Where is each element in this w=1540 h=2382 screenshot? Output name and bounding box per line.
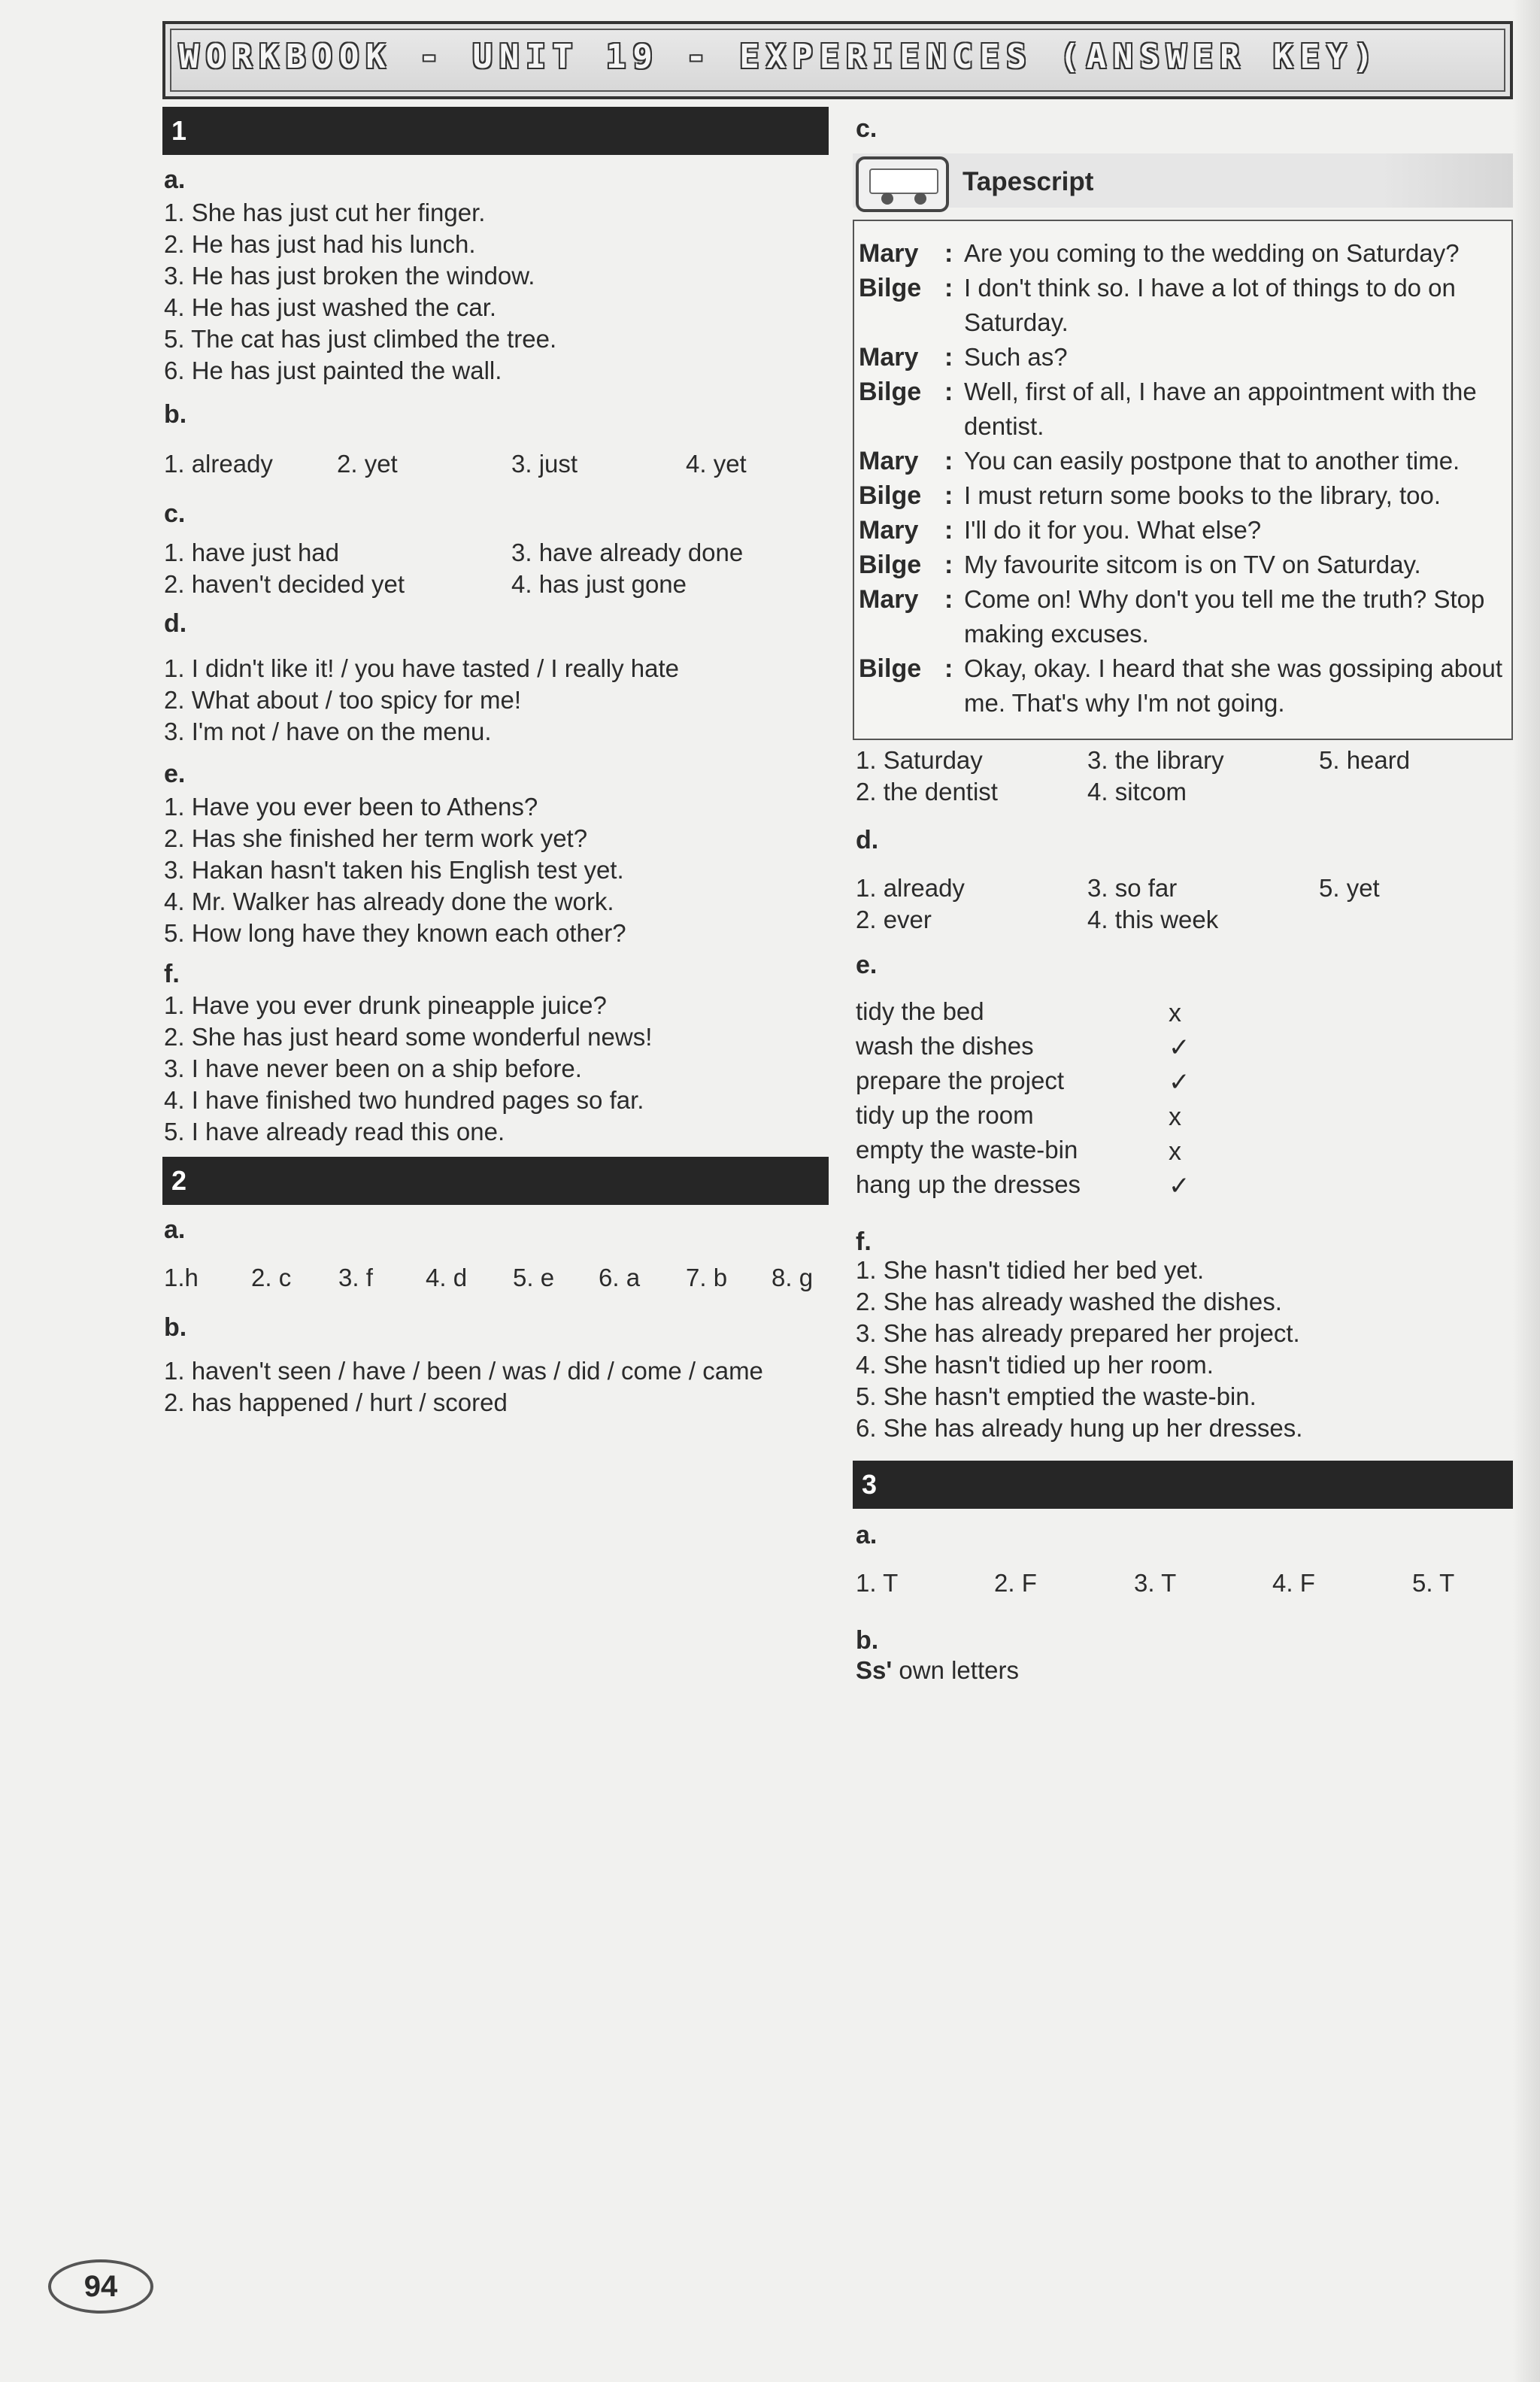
s1-b-item: 4. yet [686, 450, 747, 478]
s1-c-item: 2. haven't decided yet [164, 570, 405, 598]
r-e-mark: ✓ [1169, 1068, 1190, 1097]
s2-a-item: 7. b [686, 1264, 728, 1291]
dialog-line: Come on! Why don't you tell me the truth? Stop making excuses. [964, 585, 1485, 648]
s2-a-item: 5. e [513, 1264, 555, 1291]
r-d-item: 4. this week [1087, 906, 1219, 933]
r-d-item: 1. already [856, 874, 965, 902]
dialog-speaker: Mary [859, 447, 919, 475]
s2-a-label: a. [164, 1215, 186, 1244]
r-e-task: empty the waste-bin [856, 1136, 1078, 1164]
s2-a-item: 1.h [164, 1264, 199, 1291]
dialog-speaker: Bilge [859, 481, 922, 510]
s1-a-label: a. [164, 165, 186, 194]
dialog-speaker: Mary [859, 239, 919, 268]
dialog-line: I don't think so. I have a lot of things to do on Saturday. [964, 274, 1456, 336]
s3-a-item: 2. F [994, 1569, 1037, 1597]
dialog-line: Such as? [964, 343, 1068, 371]
s1-d-item: 3. I'm not / have on the menu. [164, 718, 492, 745]
r-f-item: 4. She hasn't tidied up her room. [856, 1351, 1214, 1379]
r-d-item: 3. so far [1087, 874, 1178, 902]
section-1-bar: 1 [162, 107, 829, 155]
page-title: WORKBOOK - UNIT 19 - EXPERIENCES (ANSWER KEY) [179, 38, 1381, 76]
s1-b-item: 2. yet [337, 450, 398, 478]
r-f-item: 6. She has already hung up her dresses. [856, 1414, 1303, 1442]
r-e-mark: x [1169, 1103, 1181, 1131]
s1-d-label: d. [164, 609, 187, 638]
r-f-item: 1. She hasn't tidied her bed yet. [856, 1256, 1205, 1284]
s1-f-item: 1. Have you ever drunk pineapple juice? [164, 991, 607, 1019]
r-e-task: tidy the bed [856, 997, 984, 1025]
s3-a-label: a. [856, 1521, 878, 1549]
s1-a-item: 6. He has just painted the wall. [164, 357, 502, 384]
s3-a-item: 4. F [1272, 1569, 1315, 1597]
s1-b-item: 3. just [511, 450, 578, 478]
r-e-label: e. [856, 951, 878, 979]
s1-f-item: 3. I have never been on a ship before. [164, 1054, 582, 1082]
r-c-answer: 1. Saturday [856, 746, 983, 774]
s1-c-item: 4. has just gone [511, 570, 687, 598]
dialog-speaker: Bilge [859, 551, 922, 579]
s2-b-item: 1. haven't seen / have / been / was / did / come / came [164, 1357, 763, 1385]
s1-d-item: 1. I didn't like it! / you have tasted / I really hate [164, 654, 680, 682]
r-e-task: tidy up the room [856, 1101, 1034, 1129]
s2-a-item: 2. c [251, 1264, 292, 1291]
s1-e-item: 4. Mr. Walker has already done the work. [164, 888, 614, 915]
s2-b-label: b. [164, 1313, 187, 1342]
s3-b-bold: Ss' [856, 1656, 893, 1684]
s1-b-item: 1. already [164, 450, 273, 478]
s3-b-text: own letters [892, 1656, 1019, 1684]
r-e-mark: x [1169, 999, 1181, 1027]
dialog-line: I'll do it for you. What else? [964, 516, 1262, 544]
s3-b-answer [856, 1655, 1019, 1686]
section-2-bar: 2 [162, 1157, 829, 1205]
s2-a-item: 4. d [426, 1264, 468, 1291]
dialog-speaker: Bilge [859, 654, 922, 683]
s1-f-item: 5. I have already read this one. [164, 1118, 505, 1145]
dialog-speaker: Bilge [859, 378, 922, 406]
page-edge-shadow [1513, 0, 1540, 2382]
r-e-mark: ✓ [1169, 1033, 1190, 1062]
r-d-item: 2. ever [856, 906, 932, 933]
dialog-line: I must return some books to the library, too. [964, 481, 1441, 509]
dialog-colon: : [944, 654, 953, 683]
r-e-mark: ✓ [1169, 1172, 1190, 1200]
r-d-label: d. [856, 826, 879, 854]
dialog-colon: : [944, 551, 953, 579]
dialog-colon: : [944, 585, 953, 614]
r-f-item: 3. She has already prepared her project. [856, 1319, 1300, 1347]
dialog-colon: : [944, 378, 953, 406]
dialog-speaker: Bilge [859, 274, 922, 302]
page-number: 94 [48, 2259, 153, 2314]
s2-a-item: 3. f [338, 1264, 373, 1291]
s1-f-item: 4. I have finished two hundred pages so far. [164, 1086, 644, 1114]
r-c-answer: 3. the library [1087, 746, 1224, 774]
dialog-colon: : [944, 447, 953, 475]
s1-d-item: 2. What about / too spicy for me! [164, 686, 522, 714]
r-e-task: wash the dishes [856, 1032, 1034, 1060]
s1-a-item: 2. He has just had his lunch. [164, 230, 476, 258]
dialog-colon: : [944, 481, 953, 510]
dialog-speaker: Mary [859, 516, 919, 545]
s1-b-label: b. [164, 400, 187, 429]
r-c-answer: 4. sitcom [1087, 778, 1187, 806]
dialog-colon: : [944, 274, 953, 302]
dialog-line: My favourite sitcom is on TV on Saturday. [964, 551, 1421, 578]
s1-e-item: 5. How long have they known each other? [164, 919, 626, 947]
s2-a-item: 8. g [772, 1264, 814, 1291]
dialog-line: You can easily postpone that to another time. [964, 447, 1460, 475]
r-d-item: 5. yet [1319, 874, 1380, 902]
s1-c-item: 3. have already done [511, 539, 744, 566]
r-e-task: hang up the dresses [856, 1170, 1081, 1198]
s3-a-item: 1. T [856, 1569, 899, 1597]
s2-a-item: 6. a [599, 1264, 641, 1291]
s1-e-item: 1. Have you ever been to Athens? [164, 793, 538, 821]
r-f-item: 5. She hasn't emptied the waste-bin. [856, 1382, 1257, 1410]
s1-a-item: 3. He has just broken the window. [164, 262, 535, 290]
dialog-speaker: Mary [859, 343, 919, 372]
dialog-line: Well, first of all, I have an appointment with the dentist. [964, 378, 1477, 440]
s1-c-label: c. [164, 499, 186, 528]
s3-b-label: b. [856, 1626, 879, 1655]
s1-a-item: 5. The cat has just climbed the tree. [164, 325, 557, 353]
s2-b-item: 2. has happened / hurt / scored [164, 1388, 508, 1416]
r-e-task: prepare the project [856, 1067, 1065, 1094]
r-c-answer: 2. the dentist [856, 778, 998, 806]
s1-a-item: 4. He has just washed the car. [164, 293, 497, 321]
s3-a-item: 3. T [1134, 1569, 1177, 1597]
r-c-answer: 5. heard [1319, 746, 1411, 774]
s3-a-item: 5. T [1412, 1569, 1455, 1597]
dialog-speaker: Mary [859, 585, 919, 614]
s1-c-item: 1. have just had [164, 539, 339, 566]
r-f-item: 2. She has already washed the dishes. [856, 1288, 1282, 1315]
s1-e-item: 2. Has she finished her term work yet? [164, 824, 588, 852]
dialog-colon: : [944, 343, 953, 372]
r-c-label: c. [856, 114, 878, 143]
r-e-mark: x [1169, 1137, 1181, 1166]
s1-a-item: 1. She has just cut her finger. [164, 199, 486, 226]
r-f-label: f. [856, 1227, 872, 1256]
dialog-colon: : [944, 239, 953, 268]
s1-e-item: 3. Hakan hasn't taken his English test yet. [164, 856, 624, 884]
cassette-icon [856, 156, 949, 212]
dialog-line: Are you coming to the wedding on Saturday? [964, 239, 1460, 267]
s1-f-item: 2. She has just heard some wonderful news! [164, 1023, 653, 1051]
dialog-colon: : [944, 516, 953, 545]
s1-f-label: f. [164, 960, 180, 988]
s1-e-label: e. [164, 760, 186, 788]
dialog-line: Okay, okay. I heard that she was gossiping about me. That's why I'm not going. [964, 654, 1503, 717]
page-header [162, 21, 1513, 99]
section-3-bar: 3 [853, 1461, 1513, 1509]
tapescript-band [853, 153, 1513, 208]
tapescript-title: Tapescript [962, 167, 1094, 196]
